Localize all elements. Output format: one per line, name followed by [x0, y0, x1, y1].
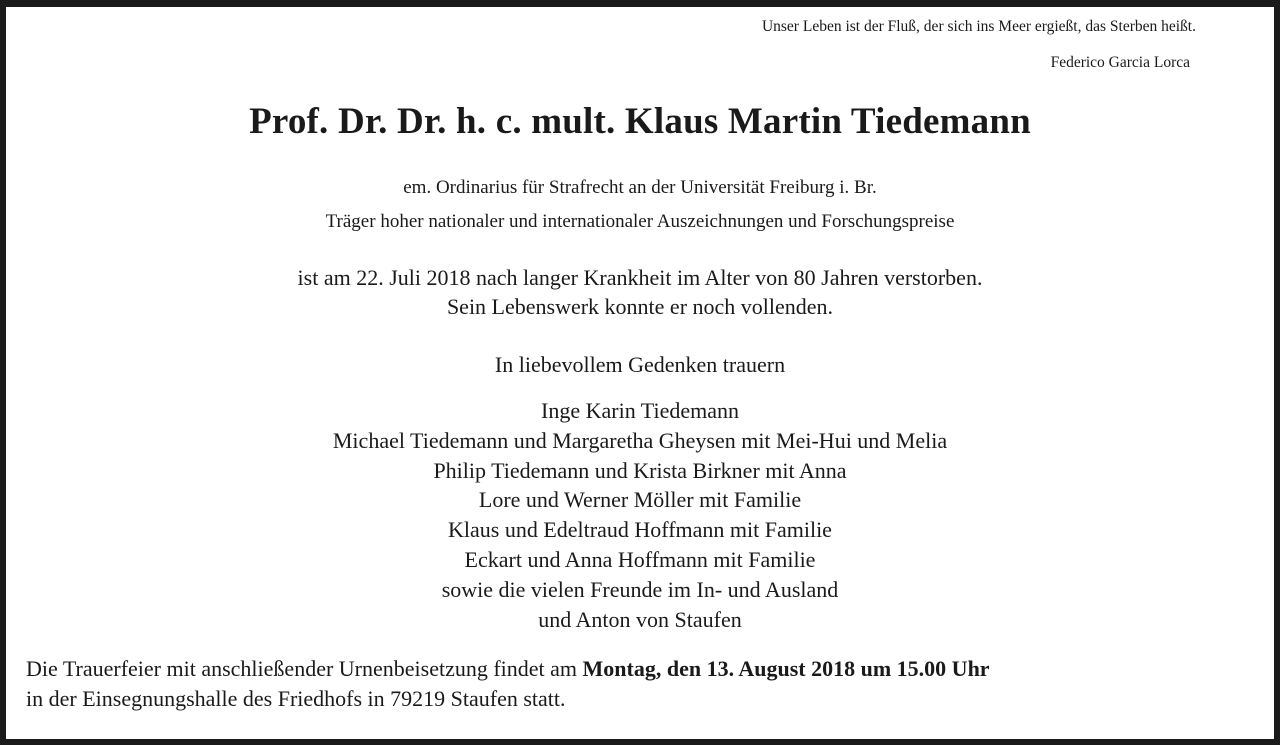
ceremony-intro: Die Trauerfeier mit anschließender Urnenbeisetzung findet am: [26, 656, 583, 681]
mourner-name: sowie die vielen Freunde im In- und Ausland: [441, 576, 839, 602]
mourner-name: Eckart und Anna Hoffmann mit Familie: [464, 546, 816, 572]
mourner-name: Michael Tiedemann und Margaretha Gheysen mit Mei-Hui und Melia: [332, 427, 948, 453]
deceased-honors: Träger hoher nationaler und internationaler Auszeichnungen und Forschungspreise: [325, 211, 955, 232]
life-work-note: Sein Lebenswerk konnte er noch vollenden.: [446, 294, 834, 319]
mourner-name: Klaus und Edeltraud Hoffmann mit Familie: [448, 517, 832, 543]
mourning-intro: In liebevollem Gedenken trauern: [494, 352, 786, 377]
ceremony-info: [26, 654, 990, 714]
epigraph-quote: Unser Leben ist der Fluß, der sich ins Meer ergießt, das Sterben heißt.: [761, 18, 1196, 35]
mourners-list: [0, 396, 1280, 634]
ceremony-location: in der Einsegnungshalle des Friedhofs in 79219 Staufen statt.: [26, 686, 566, 711]
mourner-name: Inge Karin Tiedemann: [541, 398, 739, 423]
deceased-position: em. Ordinarius für Strafrecht an der Universität Freiburg i. Br.: [403, 177, 877, 198]
mourner-name: Lore und Werner Möller mit Familie: [478, 487, 802, 513]
ceremony-date-time: Montag, den 13. August 2018 um 15.00 Uhr: [582, 656, 990, 681]
death-announcement: ist am 22. Juli 2018 nach langer Krankheit im Alter von 80 Jahren verstorben.: [297, 265, 983, 290]
ceremony-line-1: [26, 654, 990, 684]
mourner-name: und Anton von Staufen: [538, 606, 742, 632]
mourner-name: Philip Tiedemann und Krista Birkner mit Anna: [433, 457, 847, 483]
epigraph-author: Federico Garcia Lorca: [1050, 54, 1190, 71]
deceased-name: Prof. Dr. Dr. h. c. mult. Klaus Martin Tiedemann: [249, 101, 1031, 142]
